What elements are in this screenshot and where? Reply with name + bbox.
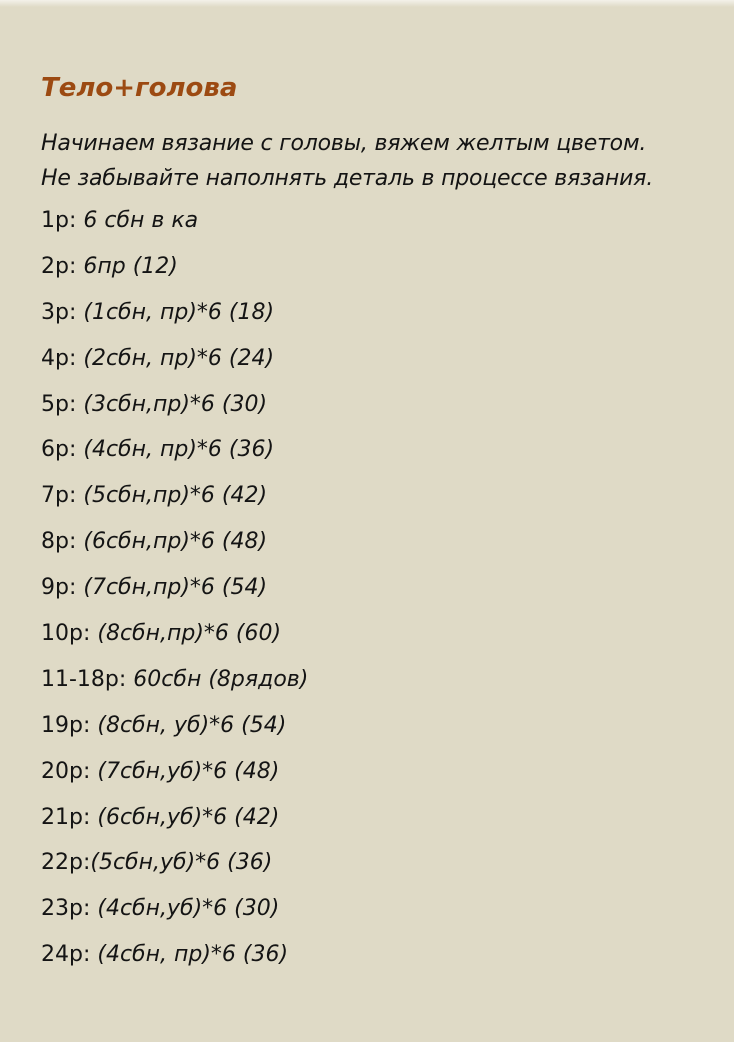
row-number: 20р:	[41, 758, 91, 784]
pattern-row	[41, 481, 701, 527]
row-number: 7р:	[41, 483, 77, 509]
pattern-row	[41, 894, 701, 940]
pattern-row	[41, 527, 701, 573]
row-instruction: (4сбн, пр)*6 (36)	[90, 942, 289, 968]
row-number: 23р:	[41, 896, 91, 922]
row-number: 1р:	[41, 208, 77, 233]
row-number: 22р:	[41, 850, 91, 876]
document-page	[41, 70, 701, 986]
pattern-row	[41, 390, 701, 436]
row-instruction: 6пр (12)	[76, 253, 178, 279]
row-instruction: (4сбн,уб)*6 (30)	[90, 896, 280, 922]
row-instruction: (4сбн, пр)*6 (36)	[76, 437, 275, 463]
pattern-row	[41, 206, 701, 252]
row-instruction: (5сбн,пр)*6 (42)	[76, 483, 268, 509]
row-instruction: (7сбн,пр)*6 (54)	[76, 575, 268, 601]
row-number: 3р:	[41, 299, 77, 325]
pattern-row	[41, 298, 701, 344]
row-number: 9р:	[41, 575, 77, 601]
row-instruction: (3сбн,пр)*6 (30)	[76, 391, 268, 417]
pattern-row	[41, 252, 701, 298]
row-instruction: (6сбн,уб)*6 (42)	[90, 804, 280, 830]
row-instruction: 6 сбн в ка	[76, 208, 199, 233]
pattern-row	[41, 848, 701, 894]
row-number: 6р:	[41, 437, 77, 463]
pattern-row	[41, 803, 701, 849]
page-top-edge	[0, 0, 734, 7]
row-number: 10р:	[41, 621, 91, 647]
pattern-rows	[41, 206, 701, 986]
row-instruction: (1сбн, пр)*6 (18)	[76, 299, 275, 325]
pattern-row	[41, 435, 701, 481]
intro-line: Не забывайте наполнять деталь в процессе вязания.	[41, 166, 653, 191]
pattern-row	[41, 573, 701, 619]
row-number: 4р:	[41, 345, 77, 371]
row-instruction: (8сбн,пр)*6 (60)	[90, 621, 282, 647]
row-instruction: (5сбн,уб)*6 (36)	[90, 850, 273, 876]
row-number: 11-18р:	[41, 666, 127, 692]
row-instruction: (7сбн,уб)*6 (48)	[90, 758, 280, 784]
intro-line: Начинаем вязание с головы, вяжем желтым цветом.	[41, 131, 647, 156]
row-number: 21р:	[41, 804, 91, 830]
section-title: Тело+голова	[41, 73, 238, 103]
row-instruction: (8сбн, уб)*6 (54)	[90, 712, 287, 738]
intro-paragraph	[41, 126, 701, 196]
pattern-row	[41, 940, 701, 986]
row-number: 5р:	[41, 391, 77, 417]
pattern-row	[41, 757, 701, 803]
pattern-row	[41, 619, 701, 665]
pattern-row	[41, 711, 701, 757]
row-instruction: (6сбн,пр)*6 (48)	[76, 529, 268, 555]
row-number: 8р:	[41, 529, 77, 555]
row-instruction: (2сбн, пр)*6 (24)	[76, 345, 275, 371]
row-number: 2р:	[41, 253, 77, 279]
pattern-row	[41, 665, 701, 711]
row-number: 19р:	[41, 712, 91, 738]
row-instruction: 60сбн (8рядов)	[126, 666, 309, 692]
pattern-row	[41, 344, 701, 390]
row-number: 24р:	[41, 942, 91, 968]
